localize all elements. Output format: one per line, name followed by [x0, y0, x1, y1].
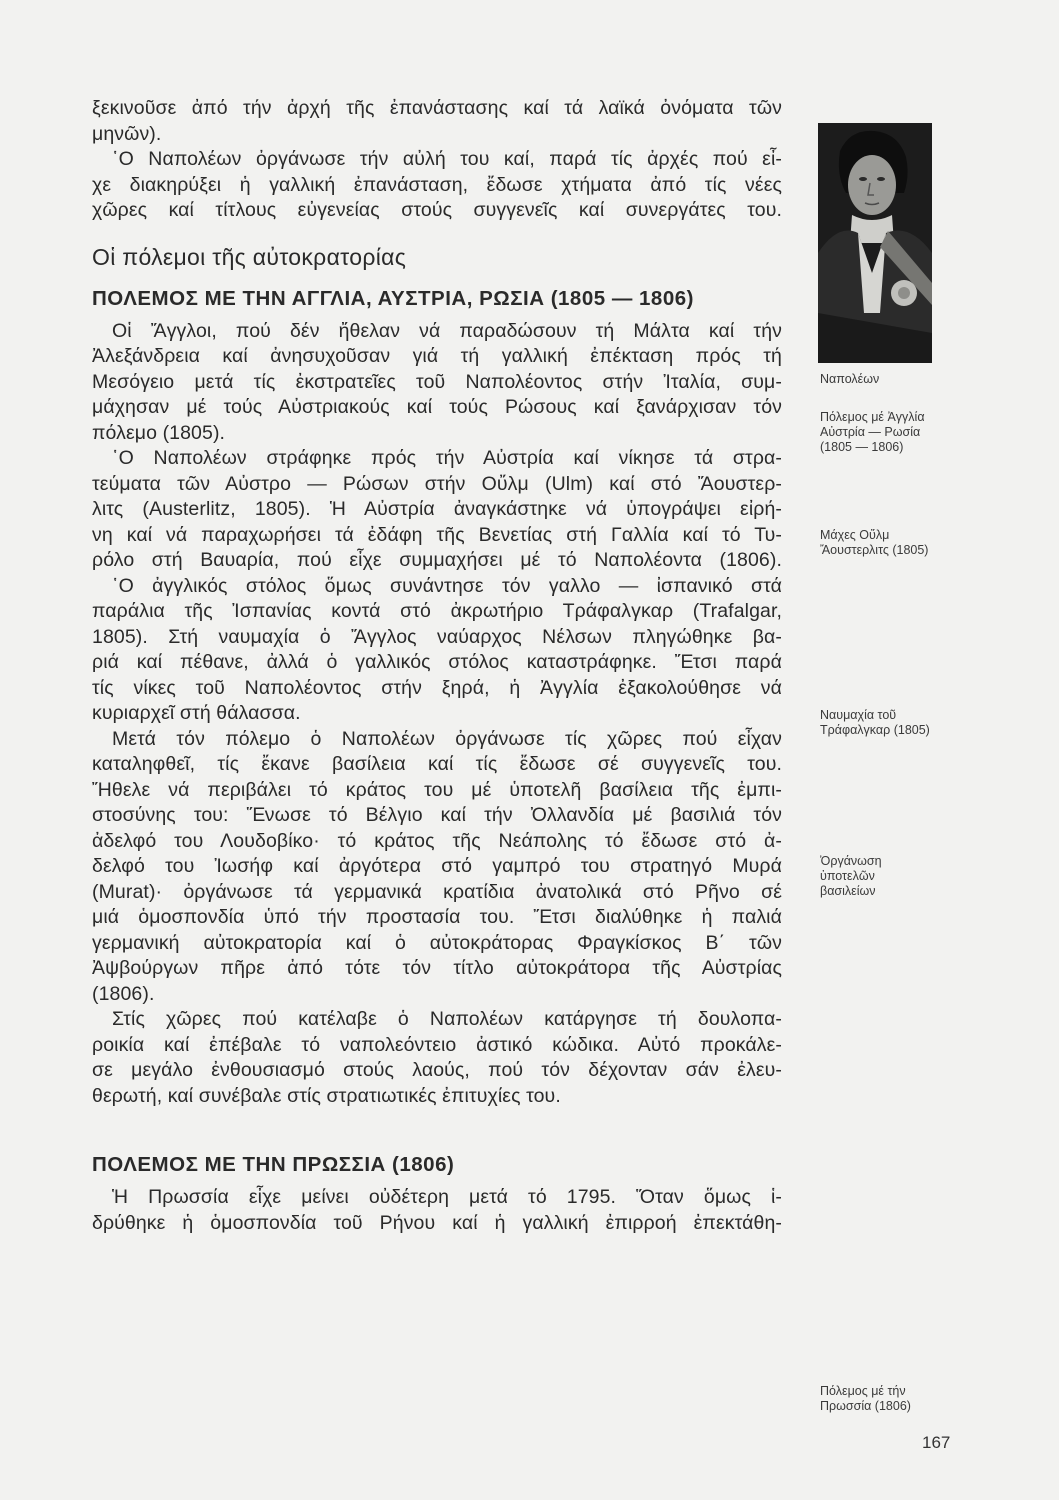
text-line: Οἱ Ἄγγλοι, πού δέν ἤθελαν νά παραδώσουν τή Μάλτα καί τήν	[112, 319, 782, 342]
text-line: ξεκινοῦσε ἀπό τήν ἀρχή τῆς ἐπανάστασης καί τά λαϊκά ὀνόματα τῶν	[92, 97, 782, 119]
margin-note-line: ὑποτελῶν	[820, 869, 875, 883]
margin-note-line: Ναυμαχία τοῦ	[820, 708, 897, 722]
text-line: τίς νίκες τοῦ Ναπολέοντος στήν ξηρά, ἡ Ἀγγλία ἐξακολούθησε νά	[92, 676, 782, 699]
text-line: μιά ὁμοσπονδία ὑπό τήν προστασία του. Ἔτσι διαλύθηκε ἡ παλιά	[92, 906, 782, 928]
section-subtitle: Οἱ πόλεμοι τῆς αὐτοκρατορίας	[92, 243, 407, 270]
text-line: 1805). Στή ναυμαχία ὁ Ἄγγλος ναύαρχος Νέλσων πληγώθηκε βα-	[92, 625, 782, 648]
margin-note-war-england	[820, 410, 925, 455]
text-line: δρύθηκε ἡ ὁμοσπονδία τοῦ Ρήνου καί ἡ γαλλική ἐπιρροή ἐπεκτάθη-	[92, 1211, 782, 1234]
margin-note-battles	[820, 528, 928, 558]
text-line: καταληφθεῖ, τίς ἔκανε βασίλεια καί τίς ἔδωσε σέ συγγενεῖς του.	[92, 753, 782, 775]
text-line: γερμανική αὐτοκρατορία καί ὁ αὐτοκράτορας Φραγκίσκος Β΄ τῶν	[92, 931, 782, 954]
text-line: Ἀλεξάνδρεια καί ἀνησυχοῦσαν γιά τή γαλλική ἐπέκταση πρός τή	[92, 345, 782, 367]
napoleon-portrait	[818, 123, 932, 363]
text-line: ριά καί πέθανε, ἀλλά ὁ γαλλικός στόλος καταστράφηκε. Ἔτσι παρά	[92, 651, 782, 673]
section-body	[92, 319, 782, 1110]
text-line: ροικία καί ἐπέβαλε τό ναπολεόντειο ἀστικό κώδικα. Αὐτό προκάλε-	[92, 1033, 782, 1056]
margin-note-line: Ναπολέων	[820, 372, 880, 386]
text-line: ρόλο στή Βαυαρία, πού εἶχε συμμαχήσει μέ τό Ναπολέοντα (1806).	[92, 549, 782, 571]
page-number: 167	[922, 1433, 951, 1452]
intro-paragraph	[92, 96, 782, 224]
margin-note-line: Μάχες Οὔλμ	[820, 528, 890, 542]
margin-note-trafalgar	[820, 708, 930, 738]
margin-note-line: Αὐστρία — Ρωσία	[820, 425, 921, 439]
text-line: Ἡ Πρωσσία εἶχε μείνει οὐδέτερη μετά τό 1795. Ὅταν ὅμως ἱ-	[112, 1186, 782, 1208]
text-line: (1806).	[92, 982, 155, 1005]
margin-note-line: Ὀργάνωση	[820, 854, 882, 868]
margin-note-line: Ἄουστερλιτς (1805)	[820, 543, 929, 557]
margin-note-line: Τράφαλγκαρ (1805)	[820, 723, 930, 737]
text-line: ῾Ο ἀγγλικός στόλος ὅμως συνάντησε τόν γαλλο — ἰσπανικό στά	[112, 574, 782, 597]
main-text-column	[92, 96, 782, 1236]
text-line: Μετά τόν πόλεμο ὁ Ναπολέων ὀργάνωσε τίς χῶρες πού εἶχαν	[112, 727, 782, 750]
text-line: λιτς (Austerlitz, 1805). Ἡ Αὐστρία ἀναγκάστηκε νά ὑπογράψει εἰρή-	[92, 498, 782, 520]
section-heading: ΠΟΛΕΜΟΣ ΜΕ ΤΗΝ ΑΓΓΛΙΑ, ΑΥΣΤΡΙΑ, ΡΩΣΙΑ (1805 — 1806)	[92, 286, 694, 310]
text-line: μάχησαν μέ τούς Αὐστριακούς καί τούς Ρώσους καί ξανάρχισαν τόν	[92, 396, 782, 418]
text-line: Στίς χῶρες πού κατέλαβε ὁ Ναπολέων κατάργησε τή δουλοπα-	[112, 1008, 782, 1030]
margin-note-line: Πόλεμος μέ τήν	[820, 1384, 906, 1398]
margin-note-war-prussia	[820, 1384, 911, 1414]
portrait-illustration	[818, 123, 932, 363]
margin-note-line: Πρωσσία (1806)	[820, 1399, 911, 1413]
text-line: σε μεγάλο ἐνθουσιασμό στούς λαούς, πού τόν δέχονταν σάν ἐλευ-	[92, 1059, 782, 1081]
text-line: Ἤθελε νά περιβάλει τό κράτος του μέ ὑποτελῆ βασίλεια τῆς ἐμπι-	[92, 778, 782, 801]
text-line: Ἀψβούργων πῆρε ἀπό τότε τόν τίτλο αὐτοκράτορα τῆς Αὐστρίας	[92, 957, 782, 979]
text-line: δελφό του Ἰωσήφ καί ἀργότερα στό γαμπρό του στρατηγό Μυρά	[92, 855, 782, 877]
text-line: στοσύνης του: Ἕνωσε τό Βέλγιο καί τήν Ὀλλανδία μέ βασιλιά τόν	[92, 804, 782, 826]
text-line: χῶρες καί τίτλους εὐγενείας στούς συγγενεῖς καί συνεργάτες του.	[92, 199, 782, 221]
margin-note-portrait-caption	[820, 372, 879, 387]
margin-note-line: Πόλεμος μέ Ἀγγλία	[820, 410, 925, 424]
margin-note-line: (1805 — 1806)	[820, 440, 904, 454]
text-line: μηνῶν).	[92, 122, 162, 145]
text-line: Μεσόγειο μετά τίς ἐκστρατεῖες τοῦ Ναπολέοντος στήν Ἰταλία, συμ-	[92, 370, 782, 393]
text-line: κυριαρχεῖ στή θάλασσα.	[92, 702, 301, 724]
text-line: ῾Ο Ναπολέων ὀργάνωσε τήν αὐλή του καί, παρά τίς ἀρχές πού εἶ-	[112, 148, 782, 170]
section-body-prussia	[92, 1185, 782, 1236]
text-line: (Murat)· ὀργάνωσε τά γερμανικά κρατίδια ἀνατολικά στό Ρῆνο σέ	[92, 880, 782, 903]
text-line: ἀδελφό του Λουδοβίκο· τό κράτος τῆς Νεάπολης τό ἔδωσε στό ἀ-	[92, 829, 782, 852]
text-line: ῾Ο Ναπολέων στράφηκε πρός τήν Αὐστρία καί νίκησε τά στρα-	[112, 447, 782, 469]
text-line: τεύματα τῶν Αὐστρο — Ρώσων στήν Οὔλμ (Ulm) καί στό Ἄουστερ-	[92, 472, 782, 495]
text-line: νη καί νά παραχωρήσει τά ἐδάφη τῆς Βενετίας στή Γαλλία καί τό Τυ-	[92, 523, 782, 546]
text-line: θερωτή, καί συνέβαλε στίς στρατιωτικές ἐπιτυχίες του.	[92, 1084, 561, 1107]
text-line: χε διακηρύξει ἡ γαλλική ἐπανάσταση, ἔδωσε χτήματα ἀπό τίς νέες	[92, 173, 782, 196]
margin-note-vassal-kingdoms	[820, 854, 882, 899]
section-heading-prussia: ΠΟΛΕΜΟΣ ΜΕ ΤΗΝ ΠΡΩΣΣΙΑ (1806)	[92, 1153, 455, 1176]
margin-note-line: βασιλείων	[820, 884, 876, 898]
text-line: παράλια τῆς Ἰσπανίας κοντά στό ἀκρωτήριο Τράφαλγκαρ (Trafalgar,	[92, 600, 782, 622]
text-line: πόλεμο (1805).	[92, 421, 226, 444]
